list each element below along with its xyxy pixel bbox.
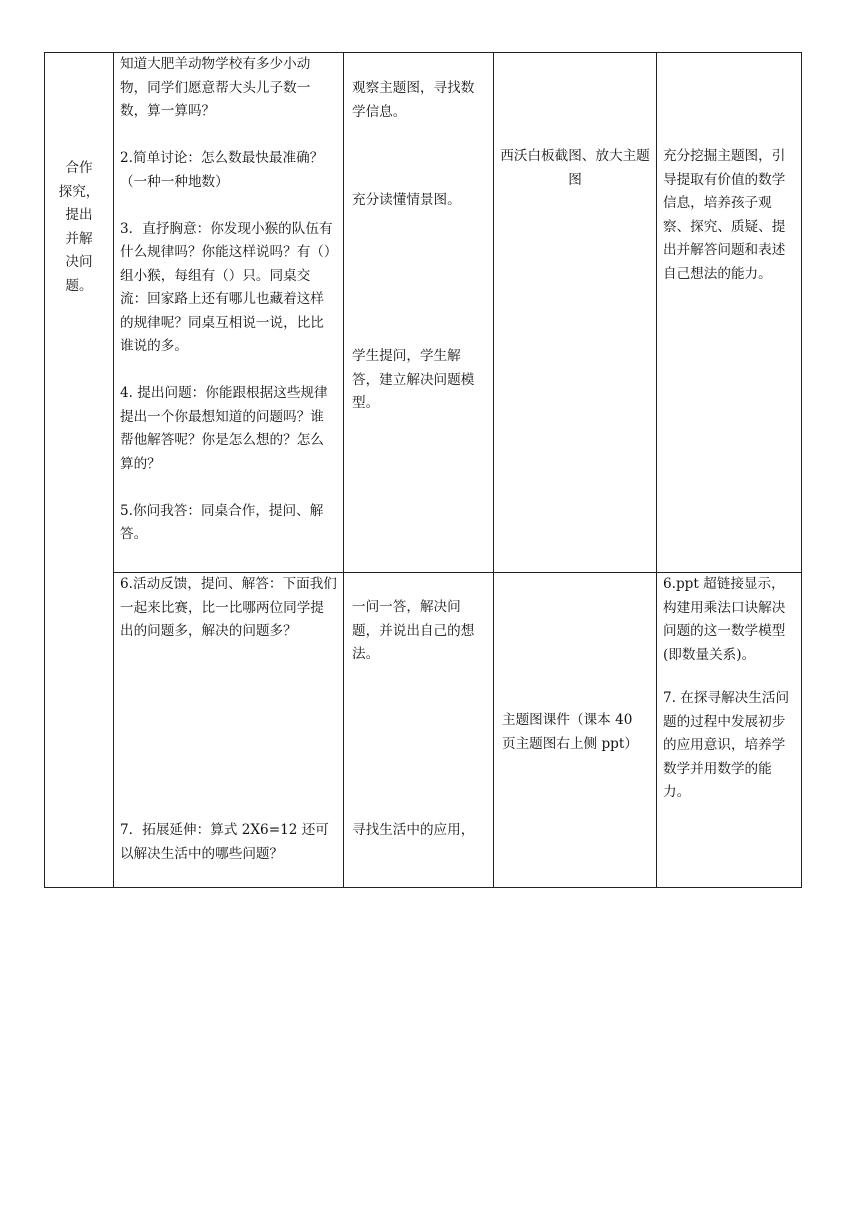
row2-media: 主题图课件（课本 40 页主题图右上侧 ppt） (502, 712, 638, 752)
row2-media-cell (493, 572, 657, 888)
row2-content-cell (113, 572, 344, 888)
stage-label: 合作 探究， 提出 并解 决问 题。 (58, 160, 100, 294)
row1-student-model: 学生提问，学生解答，建立解决问题模型。 (352, 348, 475, 411)
row2-student-cell (343, 572, 494, 888)
row1-content-step2: 2.简单讨论：怎么数最快最准确？ （一种一种地数） (120, 150, 324, 190)
row1-student-cell (343, 52, 494, 573)
row1-content-intro: 知道大肥羊动物学校有多少小动物，同学们愿意帮大头儿子数一数，算一算吗？ (120, 56, 311, 119)
row2-content-step6: 6.活动反馈，提问、解答：下面我们一起来比赛，比一比哪两位同学提出的问题多，解决的问题多？ (120, 576, 337, 639)
row1-intent-cell (656, 52, 802, 573)
row2-intent-6: 6.ppt 超链接显示，构建用乘法口诀解决问题的这一数学模型(即数量关系)。 (663, 576, 786, 663)
row1-media: 西沃白板截图、放大主题图 (500, 148, 650, 188)
row2-student-answer: 一问一答，解决问题，并说出自己的想法。 (352, 599, 475, 662)
row1-student-read: 充分读懂情景图。 (352, 192, 461, 208)
row1-content-cell (113, 52, 344, 573)
row2-intent-7: 7. 在探寻解决生活问题的过程中发展初步的应用意识，培养学数学并用数学的能力。 (663, 690, 790, 800)
row1-intent: 充分挖掘主题图，引导提取有价值的数学信息，培养孩子观察、探究、质疑、提出并解答问题和表述自己想法的能力。 (663, 148, 786, 282)
row1-content-step5: 5.你问我答：同桌合作，提问、解答。 (120, 502, 324, 542)
row1-student-observe: 观察主题图，寻找数学信息。 (352, 80, 475, 120)
row2-intent-cell (656, 572, 802, 888)
row1-content-step4: 4. 提出问题：你能跟根据这些规律提出一个你最想知道的问题吗？谁帮他解答呢？你是怎么想的？怎么算的？ (120, 385, 328, 472)
row1-content-step3: 3．直抒胸意：你发现小猴的队伍有什么规律吗？你能这样说吗？有（）组小猴，每组有（）只。同桌交流：回家路上还有哪儿也藏着这样的规律呢？同桌互相说一说，比比谁说的多。 (120, 220, 333, 354)
row1-media-cell (493, 52, 657, 573)
row2-content-step7: 7．拓展延伸：算式 2X6=12 还可以解决生活中的哪些问题？ (120, 822, 329, 862)
row2-student-apply: 寻找生活中的应用， (352, 822, 475, 838)
stage-label-cell (44, 52, 114, 888)
